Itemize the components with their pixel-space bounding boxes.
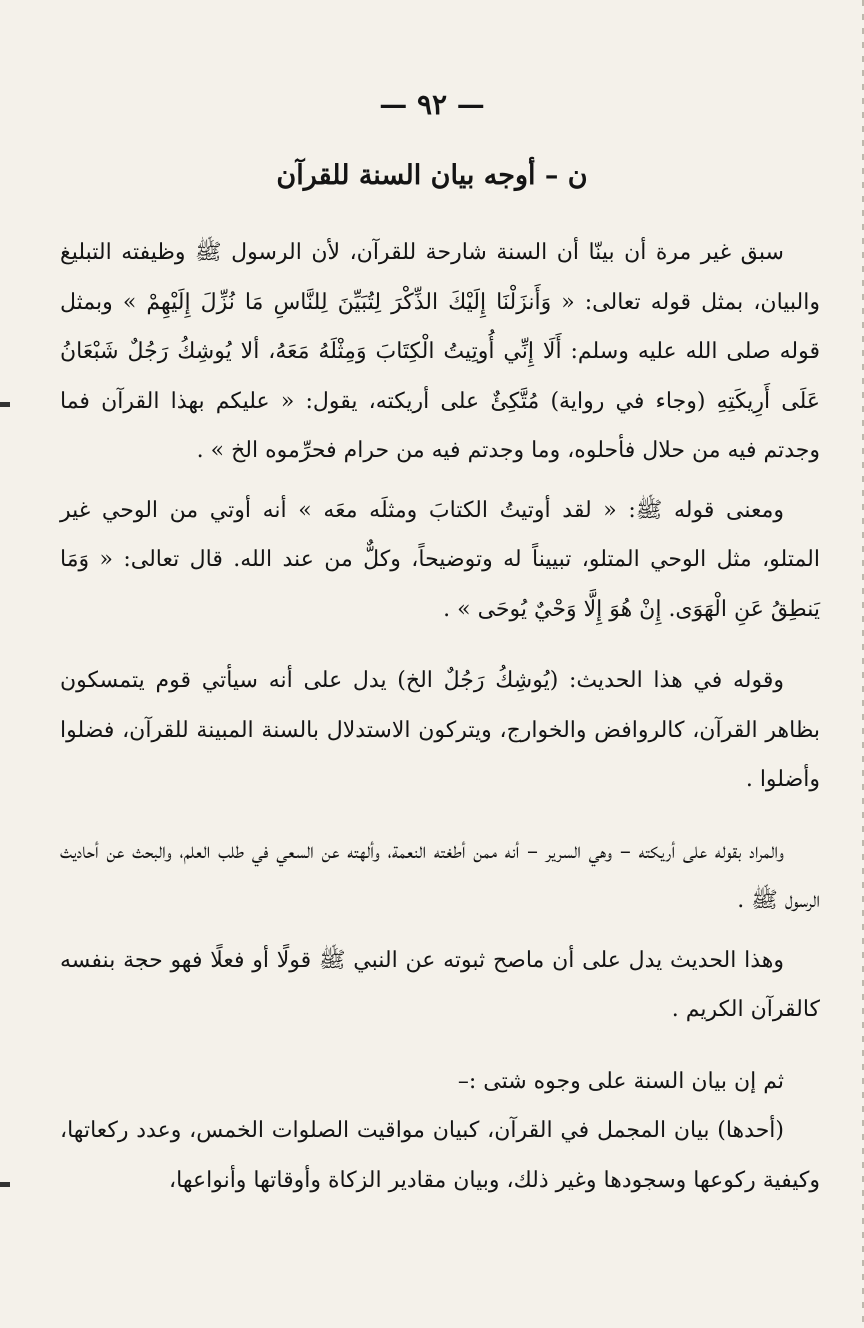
margin-mark [0,402,10,407]
paragraph: والمراد بقوله على أريكته – وهي السرير – أنه ممن أطغته النعمة، وألهته عن السعي في طلب العلم، والبحث عن أحاديث الرسول ﷺ . [60,838,820,913]
paragraph: ومعنى قوله ﷺ: « لقد أوتيتُ الكتابَ ومثلَه معَه » أنه أوتي من الوحي غير المتلو، مثل الوحي المتلو، تبييناً له وتوضيحاً، وكلٌّ من عند الله. قال تعالى: « وَمَا يَنطِقُ عَنِ الْهَوَى. إِنْ هُوَ إِلَّا وَحْيٌ يُوحَى » . [60,497,820,622]
paragraph: وهذا الحديث يدل على أن ماصح ثبوته عن النبي ﷺ قولًا أو فعلًا فهو حجة بنفسه كالقرآن الكريم . [60,947,820,1022]
margin-mark [0,1182,10,1187]
section-heading: ن – أوجه بيان السنة للقرآن [276,160,588,191]
page-number: — ٩٢ — [379,88,485,121]
paragraph: ثم إن بيان السنة على وجوه شتى :– [457,1068,784,1094]
body-text [60,228,820,1205]
paragraph: وقوله في هذا الحديث: (يُوشِكُ رَجُلٌ الخ) يدل على أنه سيأتي قوم يتمسكون بظاهر القرآن، كالروافض والخوارج، ويتركون الاستدلال بالسنة المبينة للقرآن، فضلوا وأضلوا . [60,668,820,792]
paragraph: سبق غير مرة أن بينّا أن السنة شارحة للقرآن، لأن الرسول ﷺ وظيفته التبليغ والبيان، بمثل قوله تعالى: « وَأَنزَلْنَا إِلَيْكَ الذِّكْرَ لِتُبَيِّنَ لِلنَّاسِ مَا نُزِّلَ إِلَيْهِمْ » وبمثل قوله صلى الله عليه وسلم: أَلَا إِنِّي أُوتِيتُ الْكِتَابَ وَمِثْلَهُ مَعَهُ، ألا يُوشِكُ رَجُلٌ شَبْعَانُ عَلَى أَرِيكَتِهِ (وجاء في رواية) مُتَّكِئٌ على أريكته، يقول: « عليكم بهذا القرآن فما وجدتم فيه من حلال فأحلوه، وما وجدتم فيه من حرام فحرِّموه الخ » . [60,240,820,463]
paragraph: (أحدها) بيان المجمل في القرآن، كبيان مواقيت الصلوات الخمس، وعدد ركعاتها، وكيفية ركوعها وسجودها وغير ذلك، وبيان مقادير الزكاة وأوقاتها وأنواعها، [60,1118,820,1193]
